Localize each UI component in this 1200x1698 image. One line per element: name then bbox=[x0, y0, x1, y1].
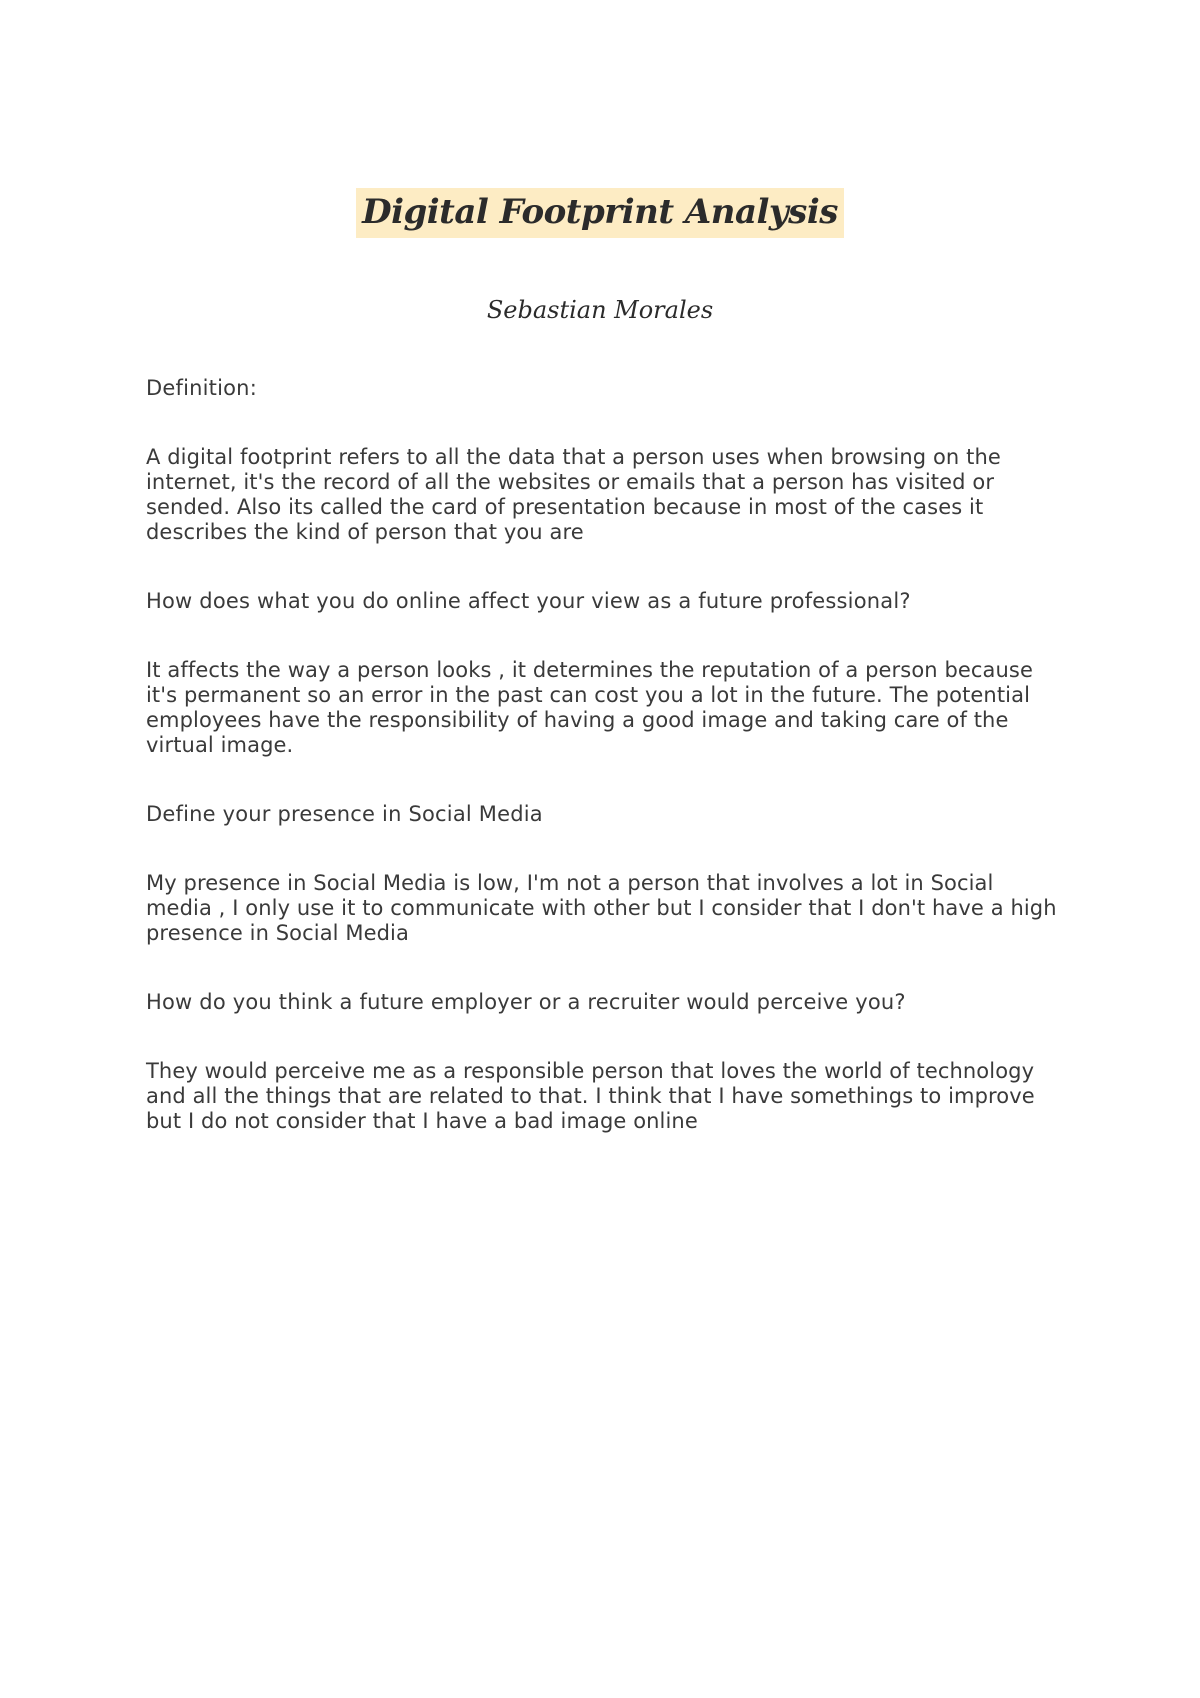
section-body-social-media: My presence in Social Media is low, I'm not a person that involves a lot in Social media , I only use it to communicate with other but I consider that I don't have a high presence in Social Media bbox=[146, 871, 1057, 945]
document-title: Digital Footprint Analysis bbox=[356, 188, 844, 238]
section-heading-definition: Definition: bbox=[146, 376, 257, 400]
document-body bbox=[146, 376, 1066, 1178]
author-name: Sebastian Morales bbox=[486, 296, 714, 324]
section-body-employer-perception: They would perceive me as a responsible person that loves the world of technology and all the things that are related to that. I think that I have somethings to improve but I do not consider that I have a bad image online bbox=[146, 1059, 1035, 1133]
title-container bbox=[0, 188, 1200, 238]
section-heading-online-impact: How does what you do online affect your view as a future professional? bbox=[146, 589, 911, 613]
section-body-online-impact: It affects the way a person looks , it determines the reputation of a person because it's permanent so an error in the past can cost you a lot in the future. The potential employees have the responsibility of having a good image and taking care of the virtual image. bbox=[146, 658, 1033, 757]
section-body-definition: A digital footprint refers to all the data that a person uses when browsing on the internet, it's the record of all the websites or emails that a person has visited or sended. Also its called the card of presentation because in most of the cases it describes the kind of person that you are bbox=[146, 445, 1001, 544]
section-heading-social-media: Define your presence in Social Media bbox=[146, 802, 543, 826]
section-heading-employer-perception: How do you think a future employer or a recruiter would perceive you? bbox=[146, 990, 906, 1014]
